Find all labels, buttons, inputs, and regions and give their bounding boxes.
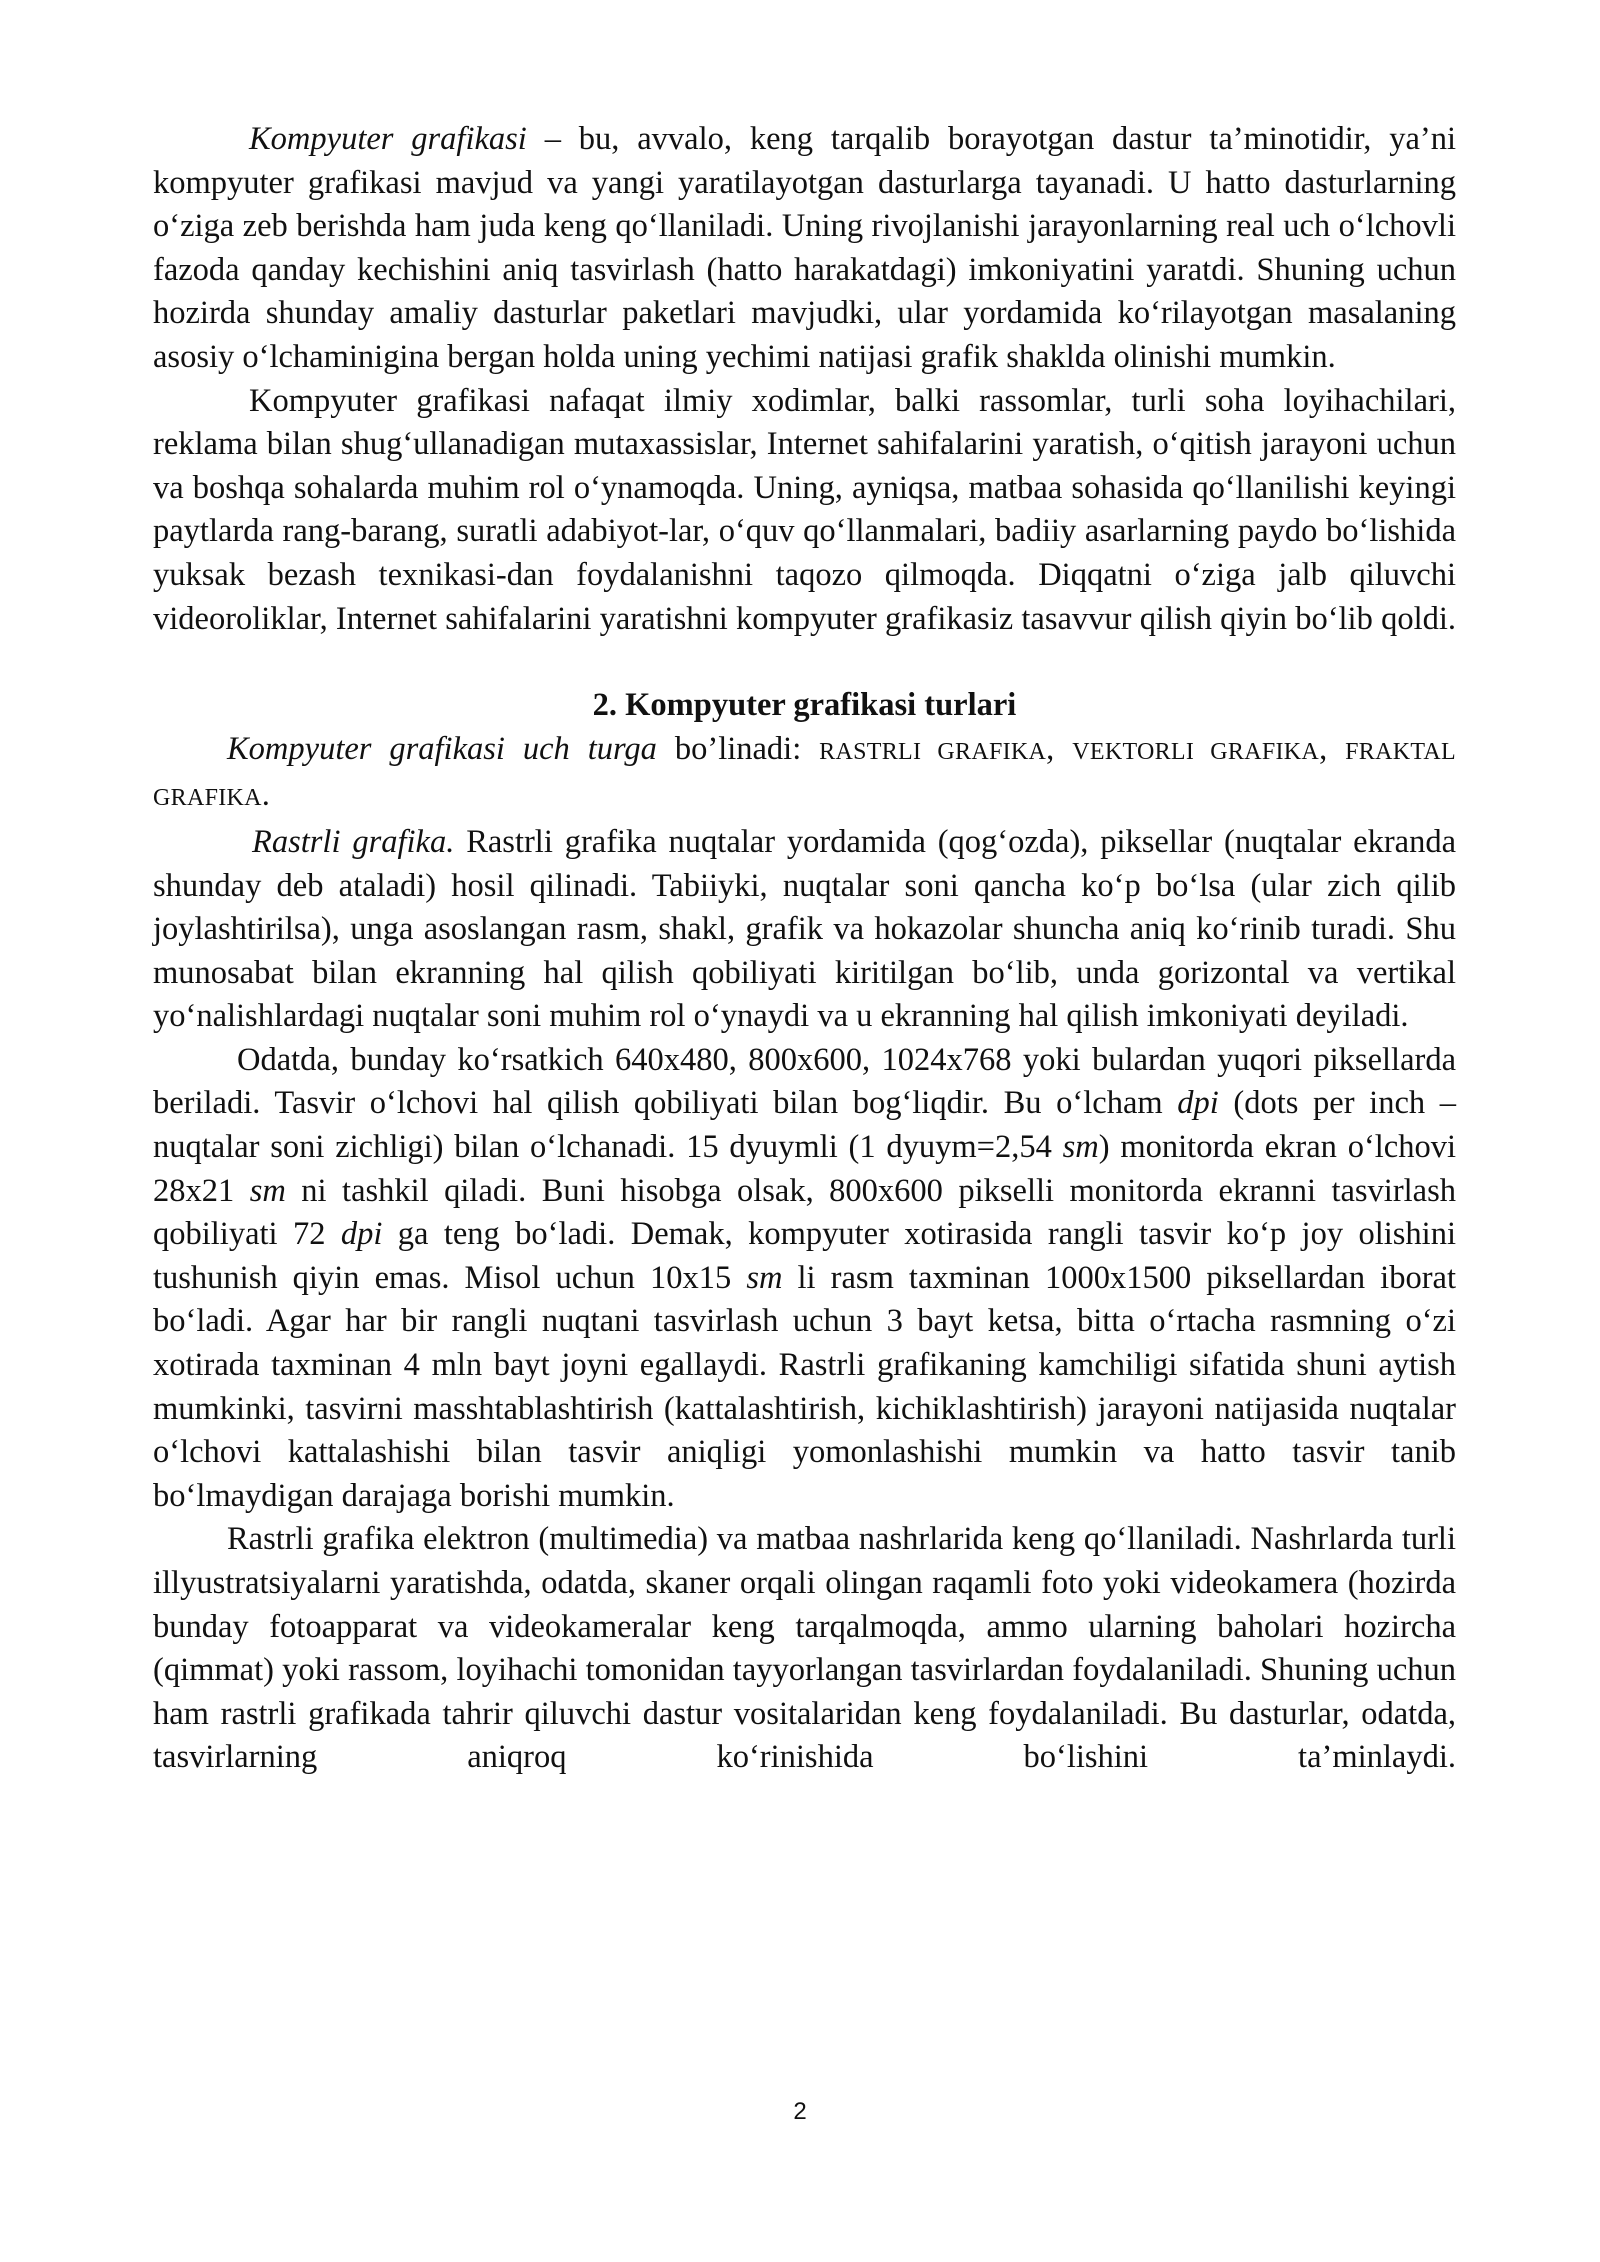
paragraph-raster-text: Rastrli grafika nuqtalar yordamida (qog‘ozda), piksellar (nuqtalar ekranda shunday deb ataladi) hosil qilinadi. Tabiiyki, nuqtalar soni qancha ko‘p bo‘lsa (ular zich qilib joylashtirilsa), unga asoslangan rasm, shakl, grafik va hokazolar shuncha aniq ko‘rinib turadi. Shu munosabat bilan ekranning hal qilish qobiliyati kiritilgan bo‘lib, unda gorizontal va vertikal yo‘nalishlardagi nuqtalar soni muhim rol o‘ynaydi va u ekranning hal qilish imkoniyati deyiladi. [153,823,1456,1035]
type-fractal: FRAKTAL GRAFIKA [153,738,1456,812]
types-end: . [261,777,270,814]
page-number: 2 [793,2098,807,2125]
document-page [153,118,1456,1780]
paragraph-raster-usage [153,1518,1456,1780]
paragraph-resolution-text: ga teng bo‘ladi. Demak, kompyuter xotirasida rangli tasvir ko‘p joy olishini tushunish qiyin emas. Misol uchun 10x15 [153,1216,1456,1296]
paragraph-resolution-text: ni tashkil qiladi. Buni hisobga olsak, 800x600 pikselli monitorda ekranni tasvirlash qobiliyati 72 [153,1172,1457,1253]
unit-sm: sm [746,1259,783,1296]
types-separator: , [1319,730,1346,767]
term-kompyuter-grafikasi: Kompyuter grafikasi [249,121,527,157]
unit-dpi: dpi [1177,1085,1219,1122]
term-types: Kompyuter grafikasi uch turga [227,730,657,767]
paragraph-resolution [153,1039,1456,1519]
section-heading: 2. Kompyuter grafikasi turlari [592,687,1017,724]
paragraph-raster-usage-text: Rastrli grafika elektron (multimedia) va matbaa nashrlarida keng qo‘llaniladi. Nashrlarda turli illyustratsiyalarni yaratishda, odatda, skaner orqali olingan raqamli foto yoki videokamera (hozirda bunday fotoapparat va videokameralar keng tarqalmoqda, ammo ularning baholari hozircha (qimmat) yoki rassom, loyihachi tomonidan tayyorlangan tasvirlardan foydalaniladi. Shuning uchun ham rastrli grafikada tahrir qiluvchi dastur vositalaridan keng foydalaniladi. Bu dasturlar, odatda, tasvirlarning aniqroq ko‘rinishida bo‘lishini ta’minlaydi. [153,1521,1456,1776]
paragraph-intro [153,118,1456,380]
type-raster: RASTRLI GRAFIKA [819,738,1047,765]
paragraph-resolution-text: li rasm taxminan 1000x1500 piksellardan iborat bo‘ladi. Agar har bir rangli nuqtani tasvirlash uchun 3 bayt ketsa, bitta o‘rtacha rasmning o‘zi xotirada taxminan 4 mln bayt joyni egallaydi. Rastrli grafikaning kamchiligi sifatida shuni aytish mumkinki, tasvirni masshtablashtirish (kattalashtirish, kichiklashtirish) jarayoni natijasida nuqtalar o‘lchovi kattalashishi bilan tasvir aniqligi yomonlashishi mumkin va hatto tasvir tanib bo‘lmaydigan darajaga borishi mumkin. [153,1259,1456,1514]
section-gap [153,641,1456,684]
type-vector: VEKTORLI GRAFIKA [1072,738,1320,765]
paragraph-resolution-text: Odatda, bunday ko‘rsatkich 640x480, 800x600, 1024x768 yoki bulardan yuqori piksellarda beriladi. Tasvir o‘lchovi hal qilish qobiliyati bilan bog‘liqdir. Bu o‘lcham [153,1041,1456,1122]
paragraph-usage [153,380,1456,642]
unit-sm: sm [1062,1129,1099,1166]
paragraph-intro-text: – bu, avvalo, keng tarqalib borayotgan dastur ta’minotidir, ya’ni kompyuter grafikasi mavjud va yangi yaratilayotgan dasturlarga tayanadi. U hatto dasturlarning o‘ziga zeb berishda ham juda keng qo‘llaniladi. Uning rivojlanishi jarayonlarning real uch o‘lchovli fazoda qanday kechishini aniq tasvirlash (hatto harakatdagi) imkoniyatini yaratdi. Shuning uchun hozirda shunday amaliy dasturlar paketlari mavjudki, ular yordamida ko‘rilayotgan masalaning asosiy o‘lchaminigina bergan holda uning yechimi natijasi grafik shaklda olinishi mumkin. [153,121,1457,375]
paragraph-resolution-text: (dots per inch – nuqtalar soni zichligi) bilan o‘lchanadi. 15 dyuymli (1 dyuym=2,54 [153,1085,1456,1166]
unit-sm: sm [249,1172,286,1209]
types-separator: , [1046,730,1073,767]
paragraph-types-text: bo’linadi: [656,730,820,767]
unit-dpi: dpi [340,1216,383,1253]
term-raster: Rastrli grafika. [252,823,455,860]
paragraph-raster [153,821,1456,1039]
paragraph-usage-text: Kompyuter grafikasi nafaqat ilmiy xodimlar, balki rassomlar, turli soha loyihachilari, reklama bilan shug‘ullanadigan mutaxassislar, Internet sahifalarini yaratish, o‘qitish jarayoni uchun va boshqa sohalarda muhim rol o‘ynamoqda. Uning, ayniqsa, matbaa sohasida qo‘llanilishi keyingi paytlarda rang-barang, suratli adabiyot-lar, o‘quv qo‘llanmalari, badiiy asarlarning paydo bo‘lishida yuksak bezash texnikasi-dan foydalanishni taqozo qilmoqda. Diqqatni o‘ziga jalb qiluvchi videoroliklar, Internet sahifalarini yaratishni kompyuter grafikasiz tasavvur qilish qiyin bo‘lib qoldi. [153,382,1456,637]
paragraph-types [153,728,1456,821]
paragraph-resolution-text: ) monitorda ekran o‘lchovi 28x21 [153,1129,1456,1209]
